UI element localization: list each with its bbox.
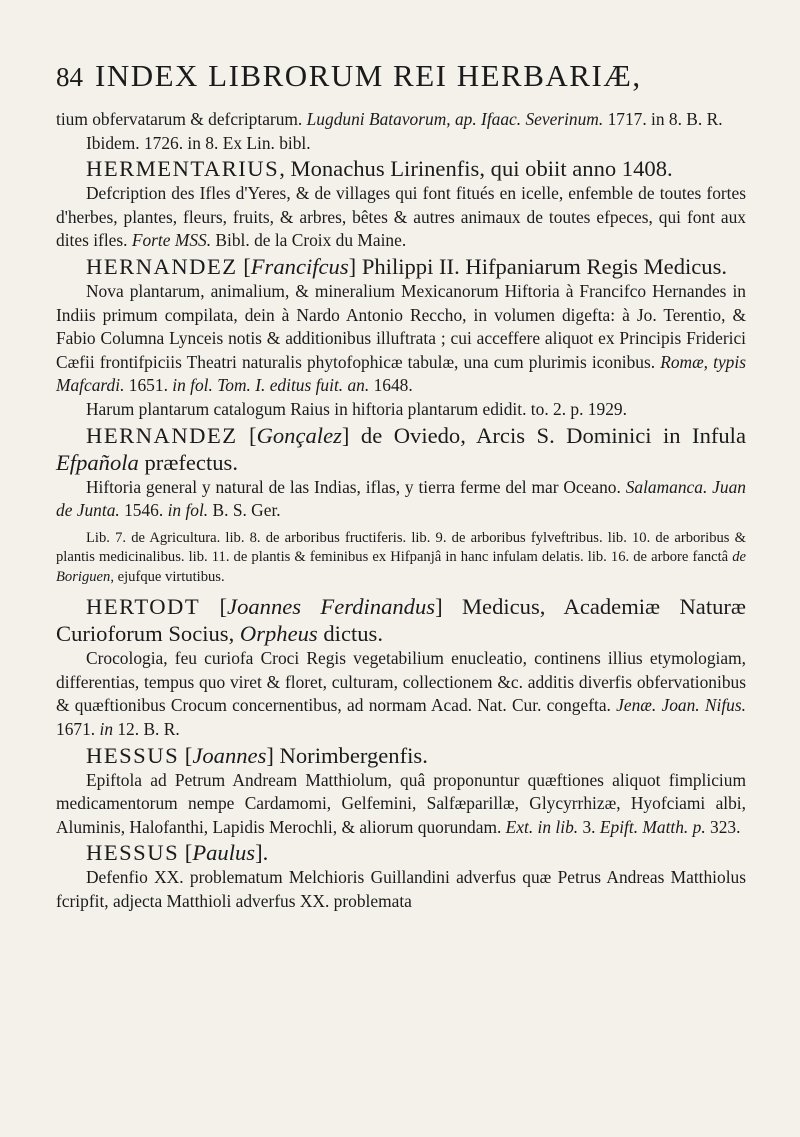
- entry-hertodt-heading: HERTODT [Joannes Ferdinandus] Medicus, Academiæ Naturæ Curioforum Socius, Orpheus dictus.: [56, 594, 746, 647]
- entry-hernandez-francisco-heading: HERNANDEZ [Francifcus] Philippi II. Hifpaniarum Regis Medicus.: [86, 253, 728, 279]
- continued-entry-line: Ibidem. 1726. in 8. Ex Lin. bibl.: [86, 132, 311, 153]
- entry-hessus-joannes-description: Epiftola ad Petrum Andream Matthiolum, quâ proponuntur quæftiones aliquot fimplicium medicamentorum nempe Cardamomi, Gelfemini, Salfæparillæ, Glycyrrhizæ, Hyofciami albi, Aluminis, Halofanthi, Lapidis Merochli, & aliorum quorundam. Ext. in lib. 3. Epift. Matth. p. 323.: [56, 769, 746, 837]
- entry-hernandez-francisco-description: Nova plantarum, animalium, & mineralium Mexicanorum Hiftoria à Francifco Hernandes in Indiis primum compilata, dein à Nardo Antonio Reccho, in volumen digefta: à Jo. Terentio, & Fabio Columna Lynceis notis & additionibus illuftrata ; cui acceffere aliquot ex Principis Friderici Cæfii frontifpiciis Theatri naturalis phytofophicæ tabulæ, una cum plurimis iconibus. Romæ, typis Mafcardi. 1651. in fol. Tom. I. editus fuit. an. 1648.: [56, 280, 746, 396]
- running-head: INDEX LIBRORUM REI HERBARIÆ,: [95, 58, 642, 93]
- index-body: [56, 108, 746, 914]
- entry-hernandez-goncalez-contents: Lib. 7. de Agricultura. lib. 8. de arboribus fructiferis. lib. 9. de arboribus fylveftribus. lib. 10. de arboribus & plantis medicinalibus. lib. 11. de plantis & feminibus ex Hifpanjâ in hanc infulam delatis. lib. 16. de arbore fanctâ de Boriguen, ejufque virtutibus.: [56, 529, 746, 585]
- entry-hessus-joannes-heading: HESSUS [Joannes] Norimbergenfis.: [86, 742, 428, 768]
- continued-entry: tium obfervatarum & defcriptarum. Lugduni Batavorum, ap. Ifaac. Severinum. 1717. in 8. B. R.: [56, 109, 723, 129]
- entry-hernandez-goncalez-heading: HERNANDEZ [Gonçalez] de Oviedo, Arcis S. Dominici in Infula Efpañola præfectus.: [56, 422, 746, 475]
- entry-hessus-paulus-description: Defenfio XX. problematum Melchioris Guillandini adverfus quæ Petrus Andreas Matthiolus fcripfit, adjecta Matthioli adverfus XX. problemata: [56, 867, 746, 911]
- entry-hernandez-francisco-note: Harum plantarum catalogum Raius in hiftoria plantarum edidit. to. 2. p. 1929.: [86, 398, 627, 419]
- page-number: 84: [56, 62, 83, 92]
- entry-hermentarius-description: Defcription des Ifles d'Yeres, & de villages qui font fitués en icelle, enfemble de toutes fortes d'herbes, plantes, fleurs, fruits, & arbres, bêtes & autres animaux de toutes efpeces, qui font aux dites ifles. Forte MSS. Bibl. de la Croix du Maine.: [56, 183, 746, 251]
- entry-hernandez-goncalez-description: Hiftoria general y natural de las Indias, iflas, y tierra ferme del mar Oceano. Salamanca. Juan de Junta. 1546. in fol. B. S. Ger.: [56, 476, 746, 521]
- page-header: [56, 58, 746, 94]
- entry-hessus-paulus-heading: HESSUS [Paulus].: [86, 840, 269, 866]
- entry-hertodt-description: Crocologia, feu curiofa Croci Regis vegetabilium enucleatio, continens illius etymologiam, differentias, tempus quo viret & floret, culturam, collectionem &c. additis diverfis obfervationibus & quæftionibus Crocum concernentibus, ad normam Acad. Nat. Cur. congefta. Jenæ. Joan. Nifus. 1671. in 12. B. R.: [56, 648, 746, 739]
- entry-hermentarius-heading: HERMENTARIUS, Monachus Lirinenfis, qui obiit anno 1408.: [86, 156, 673, 182]
